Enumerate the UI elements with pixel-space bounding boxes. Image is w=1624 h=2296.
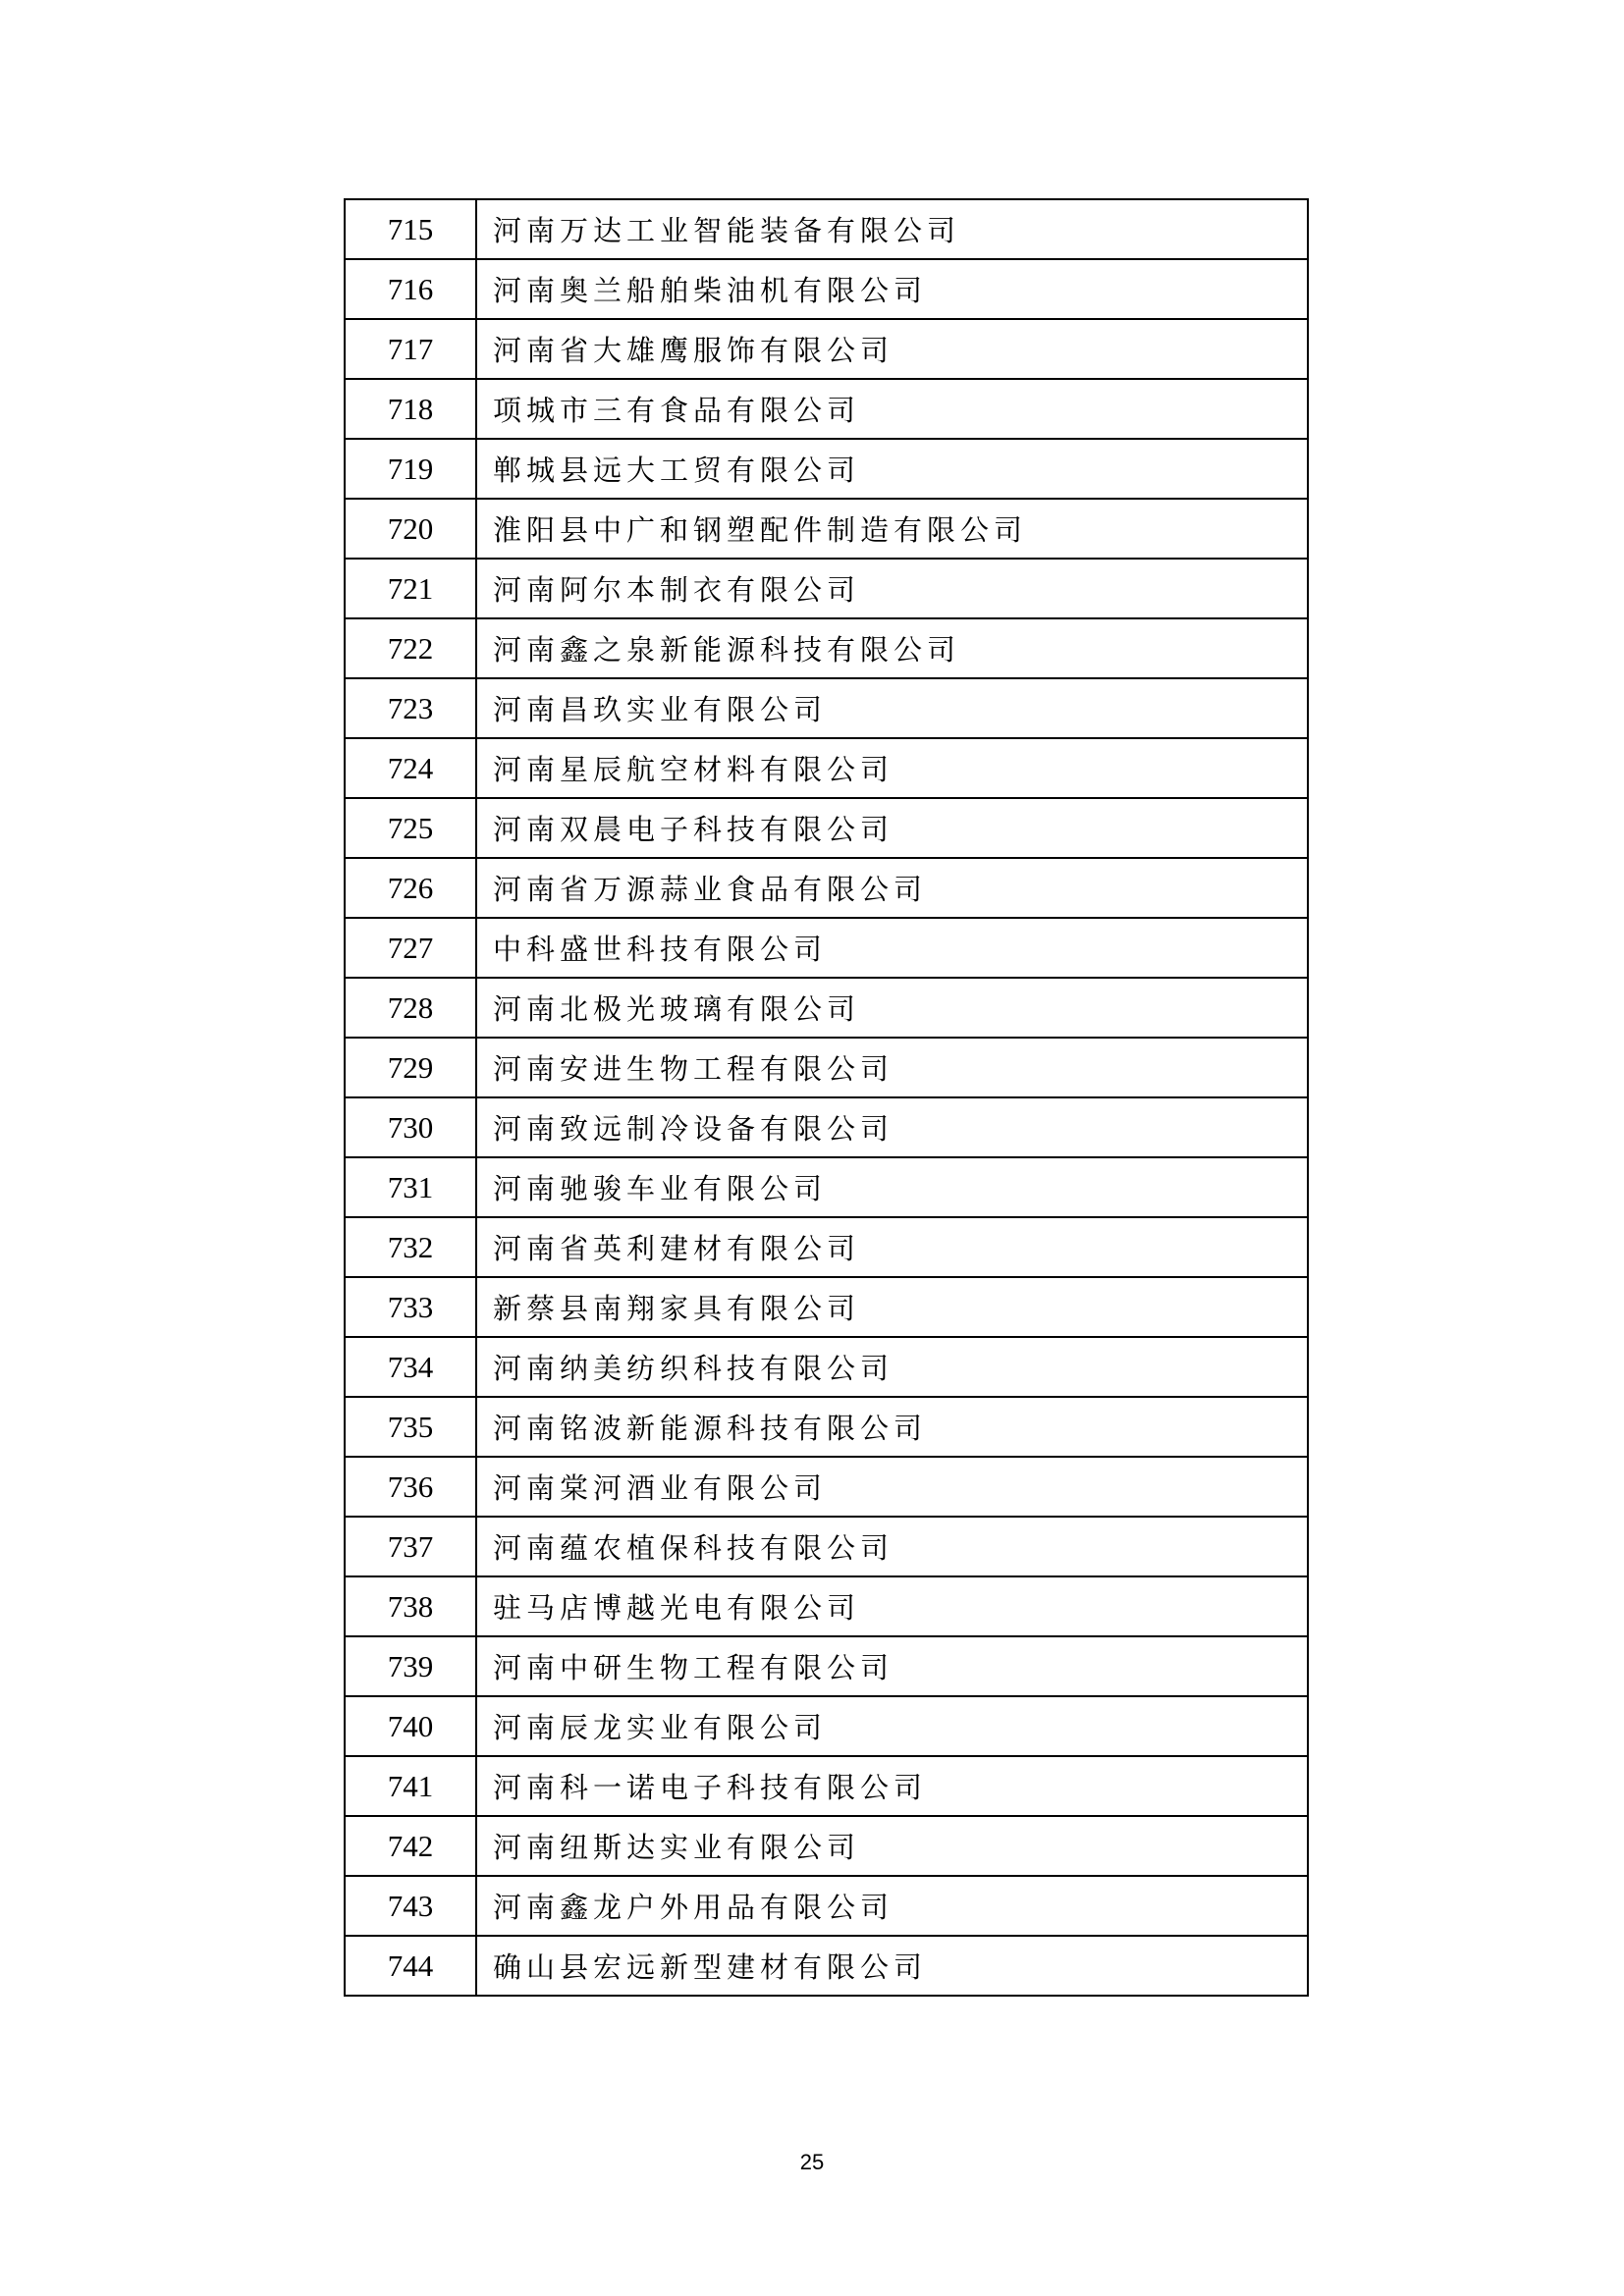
table-row xyxy=(345,1936,1308,1996)
company-name: 确山县宏远新型建材有限公司 xyxy=(476,1936,1308,1996)
company-name: 河南奥兰船舶柴油机有限公司 xyxy=(476,259,1308,319)
table-row xyxy=(345,1756,1308,1816)
table-row xyxy=(345,1038,1308,1097)
row-number: 717 xyxy=(345,319,476,379)
row-number: 734 xyxy=(345,1337,476,1397)
table-row xyxy=(345,1457,1308,1517)
table-row xyxy=(345,1636,1308,1696)
row-number: 720 xyxy=(345,499,476,559)
row-number: 728 xyxy=(345,978,476,1038)
table-row xyxy=(345,618,1308,678)
row-number: 739 xyxy=(345,1636,476,1696)
row-number: 735 xyxy=(345,1397,476,1457)
row-number: 721 xyxy=(345,559,476,618)
company-name: 河南昌玖实业有限公司 xyxy=(476,678,1308,738)
company-name: 中科盛世科技有限公司 xyxy=(476,918,1308,978)
row-number: 740 xyxy=(345,1696,476,1756)
company-name: 河南蕴农植保科技有限公司 xyxy=(476,1517,1308,1576)
company-name: 河南科一诺电子科技有限公司 xyxy=(476,1756,1308,1816)
table-row xyxy=(345,1217,1308,1277)
table-row xyxy=(345,259,1308,319)
row-number: 716 xyxy=(345,259,476,319)
table-row xyxy=(345,439,1308,499)
row-number: 722 xyxy=(345,618,476,678)
company-name: 河南鑫之泉新能源科技有限公司 xyxy=(476,618,1308,678)
row-number: 730 xyxy=(345,1097,476,1157)
company-name: 河南省大雄鹰服饰有限公司 xyxy=(476,319,1308,379)
company-name: 河南省英利建材有限公司 xyxy=(476,1217,1308,1277)
table-row xyxy=(345,798,1308,858)
table-row xyxy=(345,379,1308,439)
row-number: 718 xyxy=(345,379,476,439)
company-name: 河南辰龙实业有限公司 xyxy=(476,1696,1308,1756)
company-name: 河南纳美纺织科技有限公司 xyxy=(476,1337,1308,1397)
row-number: 729 xyxy=(345,1038,476,1097)
row-number: 742 xyxy=(345,1816,476,1876)
table-row xyxy=(345,1576,1308,1636)
table-row xyxy=(345,678,1308,738)
company-list-body xyxy=(345,199,1308,1996)
row-number: 731 xyxy=(345,1157,476,1217)
company-name: 河南棠河酒业有限公司 xyxy=(476,1457,1308,1517)
row-number: 741 xyxy=(345,1756,476,1816)
row-number: 737 xyxy=(345,1517,476,1576)
table-row xyxy=(345,918,1308,978)
row-number: 726 xyxy=(345,858,476,918)
row-number: 743 xyxy=(345,1876,476,1936)
company-name: 郸城县远大工贸有限公司 xyxy=(476,439,1308,499)
company-name: 河南阿尔本制衣有限公司 xyxy=(476,559,1308,618)
row-number: 744 xyxy=(345,1936,476,1996)
company-name: 河南铭波新能源科技有限公司 xyxy=(476,1397,1308,1457)
table-row xyxy=(345,1097,1308,1157)
row-number: 736 xyxy=(345,1457,476,1517)
row-number: 738 xyxy=(345,1576,476,1636)
company-name: 河南万达工业智能装备有限公司 xyxy=(476,199,1308,259)
row-number: 725 xyxy=(345,798,476,858)
company-name: 河南星辰航空材料有限公司 xyxy=(476,738,1308,798)
table-row xyxy=(345,319,1308,379)
row-number: 724 xyxy=(345,738,476,798)
row-number: 723 xyxy=(345,678,476,738)
company-name: 河南纽斯达实业有限公司 xyxy=(476,1816,1308,1876)
company-name: 河南北极光玻璃有限公司 xyxy=(476,978,1308,1038)
row-number: 732 xyxy=(345,1217,476,1277)
company-name: 河南安进生物工程有限公司 xyxy=(476,1038,1308,1097)
company-name: 河南省万源蒜业食品有限公司 xyxy=(476,858,1308,918)
table-row xyxy=(345,738,1308,798)
company-name: 新蔡县南翔家具有限公司 xyxy=(476,1277,1308,1337)
company-name: 河南鑫龙户外用品有限公司 xyxy=(476,1876,1308,1936)
company-list-table xyxy=(344,198,1309,1997)
company-name: 河南驰骏车业有限公司 xyxy=(476,1157,1308,1217)
table-row xyxy=(345,978,1308,1038)
table-row xyxy=(345,1157,1308,1217)
page-number: 25 xyxy=(799,2150,825,2174)
table-row xyxy=(345,1876,1308,1936)
table-row xyxy=(345,858,1308,918)
row-number: 715 xyxy=(345,199,476,259)
table-row xyxy=(345,1517,1308,1576)
row-number: 733 xyxy=(345,1277,476,1337)
company-name: 河南双晨电子科技有限公司 xyxy=(476,798,1308,858)
company-name: 驻马店博越光电有限公司 xyxy=(476,1576,1308,1636)
table-row xyxy=(345,199,1308,259)
table-row xyxy=(345,1337,1308,1397)
table-row xyxy=(345,1397,1308,1457)
row-number: 727 xyxy=(345,918,476,978)
company-name: 河南致远制冷设备有限公司 xyxy=(476,1097,1308,1157)
company-name: 河南中研生物工程有限公司 xyxy=(476,1636,1308,1696)
table-row xyxy=(345,559,1308,618)
table-row xyxy=(345,1277,1308,1337)
table-row xyxy=(345,1816,1308,1876)
table-row xyxy=(345,1696,1308,1756)
table-row xyxy=(345,499,1308,559)
row-number: 719 xyxy=(345,439,476,499)
company-name: 项城市三有食品有限公司 xyxy=(476,379,1308,439)
company-name: 淮阳县中广和钢塑配件制造有限公司 xyxy=(476,499,1308,559)
